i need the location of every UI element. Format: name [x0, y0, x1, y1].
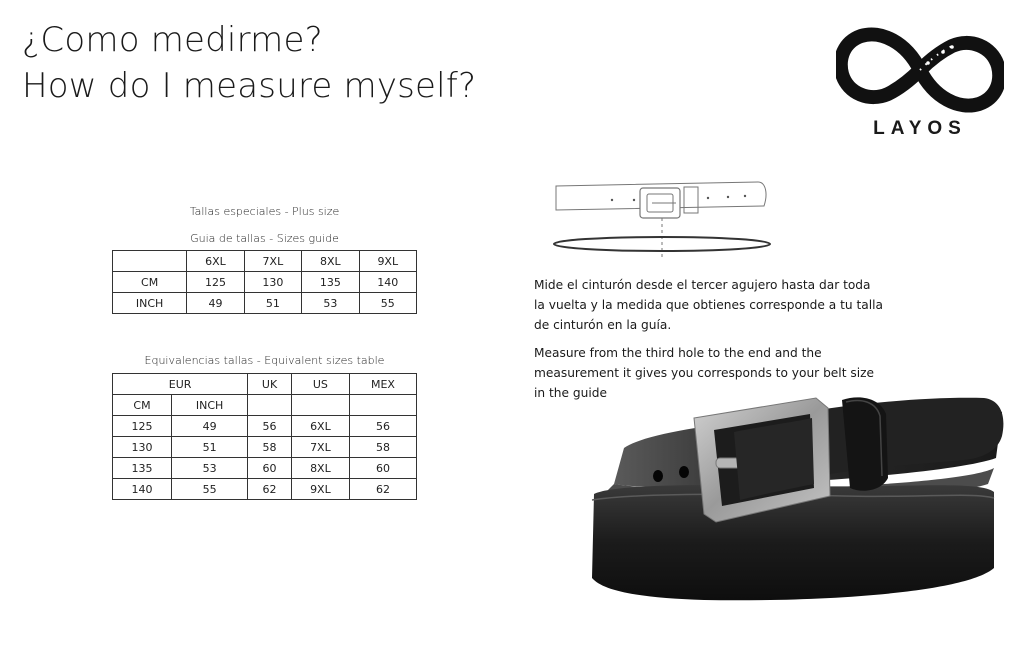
- table-cell: [248, 395, 292, 416]
- table-row: [113, 272, 417, 293]
- table-cell: 125: [113, 416, 172, 437]
- table-cell: US: [291, 374, 349, 395]
- table-cell: 140: [113, 479, 172, 500]
- table-cell: 58: [349, 437, 416, 458]
- plus-size-title: Tallas especiales - Plus size: [189, 205, 340, 218]
- table-cell: 7XL: [244, 251, 301, 272]
- table-row: [113, 458, 417, 479]
- belt-photo: [584, 388, 1008, 610]
- table-row: [113, 416, 417, 437]
- table-cell: 130: [244, 272, 301, 293]
- infinity-icon: [836, 22, 1004, 118]
- table-cell: [349, 395, 416, 416]
- instructions-english: Measure from the third hole to the end and the measurement it gives you corresponds to your belt size in the guide: [534, 346, 874, 400]
- table-cell: [113, 251, 187, 272]
- table-cell: 135: [113, 458, 172, 479]
- table-cell: 49: [171, 416, 247, 437]
- belt-measure-diagram: [552, 176, 774, 260]
- table-cell: INCH: [113, 293, 187, 314]
- table-cell: 62: [349, 479, 416, 500]
- table-cell: 60: [349, 458, 416, 479]
- table-cell: 55: [171, 479, 247, 500]
- table-cell: 53: [171, 458, 247, 479]
- table-subheader-row: [113, 395, 417, 416]
- table-cell: 6XL: [291, 416, 349, 437]
- table-cell: 9XL: [359, 251, 416, 272]
- brand-name: LAYOS: [873, 118, 967, 139]
- table-cell: 58: [248, 437, 292, 458]
- sizes-guide-title: Guia de tallas - Sizes guide: [190, 232, 339, 245]
- table-cell: 6XL: [187, 251, 244, 272]
- table-cell: 135: [302, 272, 359, 293]
- table-cell: 8XL: [291, 458, 349, 479]
- table-cell: 53: [302, 293, 359, 314]
- plus-size-table: [112, 250, 417, 314]
- table-row: [113, 293, 417, 314]
- table-row: [113, 479, 417, 500]
- table-row: [113, 437, 417, 458]
- table-cell: 56: [349, 416, 416, 437]
- table-cell: 7XL: [291, 437, 349, 458]
- table-cell: EUR: [113, 374, 248, 395]
- equivalent-sizes-title: Equivalencias tallas - Equivalent sizes table: [144, 354, 385, 367]
- table-cell: 8XL: [302, 251, 359, 272]
- table-header-row: [113, 251, 417, 272]
- table-cell: MEX: [349, 374, 416, 395]
- instructions-spanish: Mide el cinturón desde el tercer agujero hasta dar toda la vuelta y la medida que obtienes corresponde a tu talla de cinturón en la guía.: [534, 278, 883, 332]
- brand-logo: [836, 22, 1004, 144]
- table-cell: 125: [187, 272, 244, 293]
- table-cell: 55: [359, 293, 416, 314]
- table-cell: CM: [113, 395, 172, 416]
- table-cell: 62: [248, 479, 292, 500]
- equivalent-sizes-table: [112, 373, 417, 500]
- table-cell: 51: [244, 293, 301, 314]
- table-cell: 56: [248, 416, 292, 437]
- table-cell: 49: [187, 293, 244, 314]
- table-cell: 51: [171, 437, 247, 458]
- table-cell: INCH: [171, 395, 247, 416]
- table-header-row: [113, 374, 417, 395]
- table-cell: 140: [359, 272, 416, 293]
- table-cell: 130: [113, 437, 172, 458]
- page-title-spanish: ¿Como medirme?: [22, 20, 323, 60]
- page-title-english: How do I measure myself?: [22, 66, 477, 106]
- table-cell: 9XL: [291, 479, 349, 500]
- table-cell: [291, 395, 349, 416]
- table-cell: 60: [248, 458, 292, 479]
- table-cell: CM: [113, 272, 187, 293]
- table-cell: UK: [248, 374, 292, 395]
